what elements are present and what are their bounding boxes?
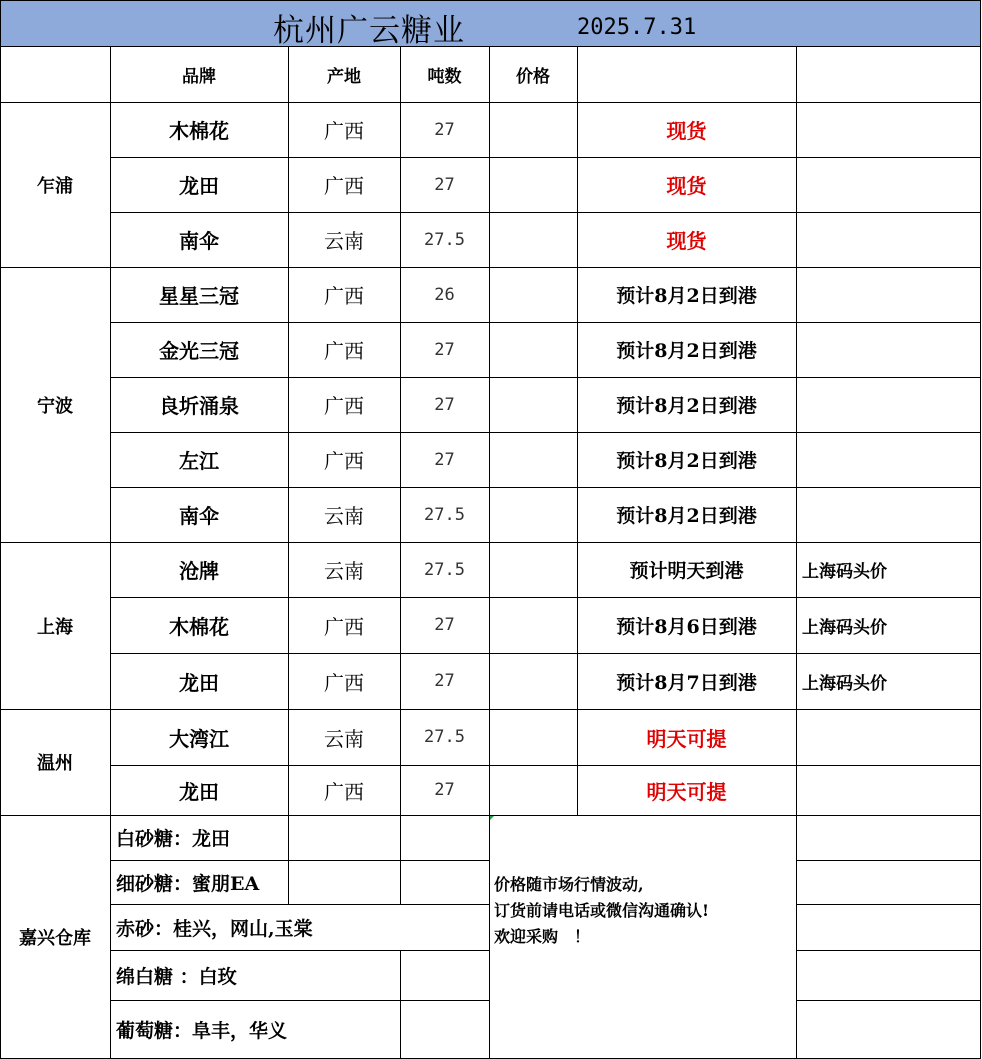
brand-cell: 良圻涌泉 [159,394,239,418]
warehouse-region: 嘉兴仓库 [19,927,91,949]
brand-cell: 龙田 [179,779,219,804]
company-title: 杭州广云糖业 [273,13,465,47]
status-cell: 预计8月2日到港 [616,340,757,362]
tons-cell: 27.5 [424,504,465,525]
tons-cell: 27 [434,119,455,140]
origin-cell: 广西 [324,670,364,695]
origin-cell: 广西 [324,614,364,639]
tons-cell: 27 [434,339,455,360]
tons-cell: 27 [434,671,455,691]
origin-cell: 广西 [324,174,364,198]
status-cell: 预计明天到港 [629,560,744,582]
status-cell: 预计8月7日到港 [616,671,757,694]
tons-cell: 27.5 [424,727,465,747]
status-cell: 现货 [666,119,707,143]
comment-marker-icon [489,815,495,821]
warehouse-item: 白砂糖：龙田 [116,828,231,850]
region-cell: 宁波 [37,395,73,417]
tons-cell: 27 [434,174,455,195]
status-cell: 预计8月2日到港 [616,505,757,527]
col-header-price: 价格 [516,67,550,87]
brand-cell: 南伞 [179,504,219,528]
brand-cell: 左江 [179,449,219,473]
brand-cell: 南伞 [179,229,219,253]
region-cell: 上海 [37,616,73,638]
brand-cell: 木棉花 [169,119,229,143]
region-cell: 温州 [37,753,73,774]
note-cell: 上海码头价 [802,617,887,638]
brand-cell: 星星三冠 [159,284,239,308]
brand-cell: 金光三冠 [159,339,239,363]
origin-cell: 广西 [324,394,364,418]
warehouse-item: 葡萄糖：阜丰，华义 [116,1019,288,1042]
status-cell: 预计8月2日到港 [616,450,757,472]
brand-cell: 龙田 [179,174,219,198]
tons-cell: 27 [434,449,455,470]
col-header-tons: 吨数 [427,67,462,87]
warehouse-item: 绵白糖 ：白玫 [116,965,237,988]
price-notice: 价格随市场行情波动, 订货前请电话或微信沟通确认! 欢迎采购 ！ [494,875,710,946]
origin-cell: 云南 [324,726,364,751]
brand-cell: 木棉花 [169,614,229,639]
col-header-brand: 品牌 [182,67,216,87]
note-cell: 上海码头价 [802,562,887,582]
origin-cell: 广西 [324,779,364,804]
tons-cell: 27.5 [424,559,465,580]
tons-cell: 27 [434,394,455,415]
status-cell: 预计8月2日到港 [616,285,757,307]
status-cell: 明天可提 [646,726,727,751]
origin-cell: 广西 [324,449,364,473]
origin-cell: 云南 [324,229,364,253]
warehouse-item: 赤砂：桂兴，网山,玉棠 [116,917,313,940]
note-cell: 上海码头价 [802,673,887,694]
origin-cell: 广西 [324,284,364,308]
status-cell: 现货 [666,229,707,253]
status-cell: 预计8月2日到港 [616,395,757,417]
origin-cell: 云南 [324,504,364,528]
brand-cell: 大湾江 [169,726,229,751]
warehouse-item: 细砂糖：蜜朋EA [116,872,260,895]
report-date: 2025.7.31 [577,15,697,40]
origin-cell: 云南 [324,559,364,583]
brand-cell: 沧牌 [179,559,219,583]
region-cell: 乍浦 [37,175,73,197]
tons-cell: 27 [434,780,455,800]
col-header-origin: 产地 [327,67,361,87]
origin-cell: 广西 [324,339,364,363]
status-cell: 现货 [666,174,707,198]
status-cell: 预计8月6日到港 [616,615,757,638]
title-bar [0,0,981,47]
tons-cell: 26 [434,284,455,305]
status-cell: 明天可提 [646,779,727,804]
brand-cell: 龙田 [179,670,219,695]
tons-cell: 27 [434,615,455,635]
origin-cell: 广西 [324,119,364,143]
tons-cell: 27.5 [424,229,465,250]
